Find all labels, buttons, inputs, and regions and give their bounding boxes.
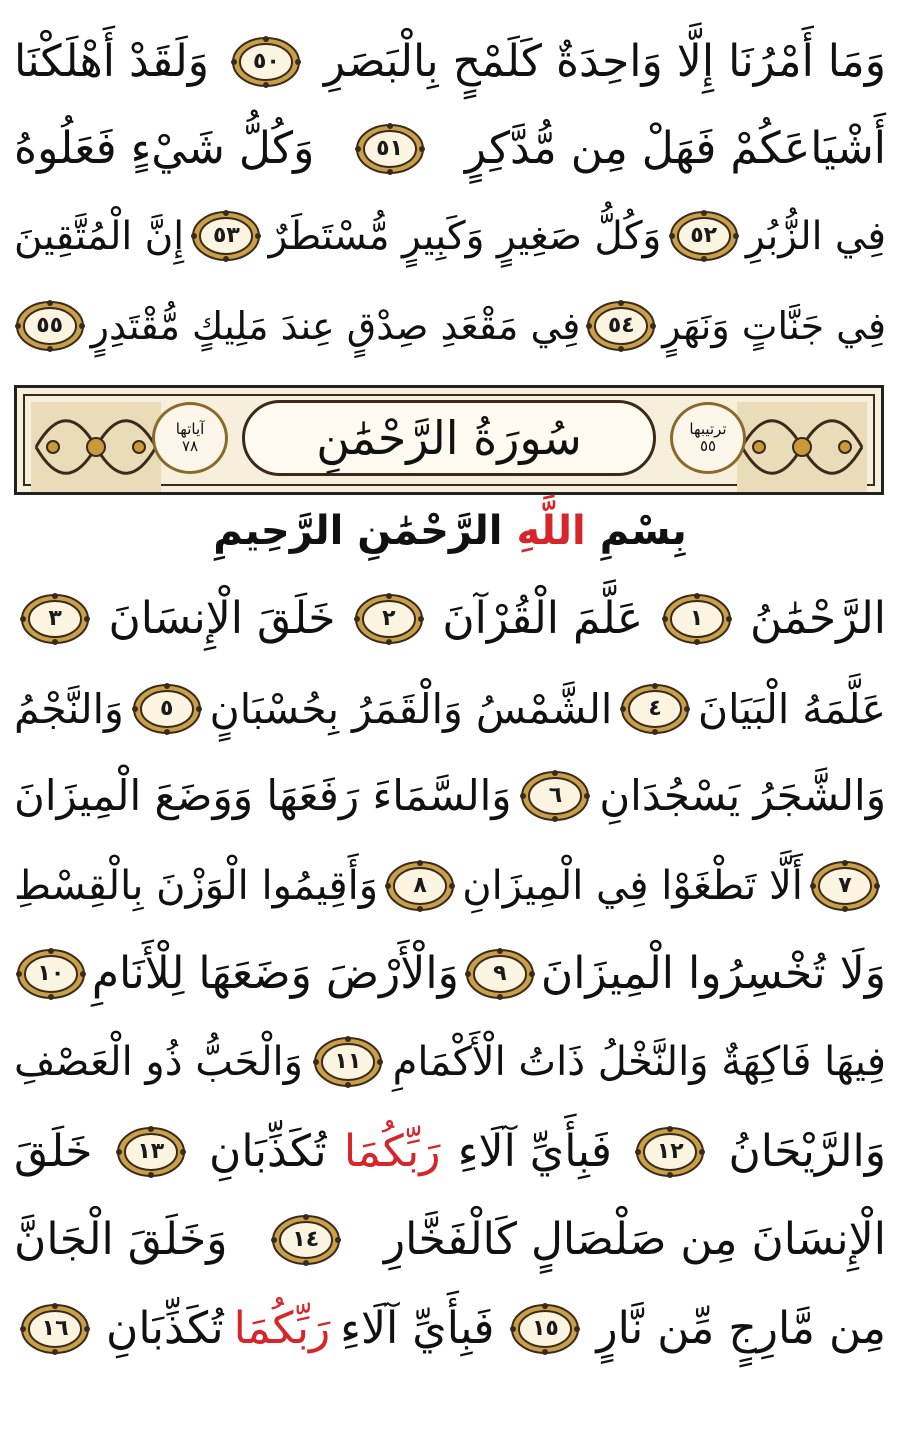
verse-text: عَلَّمَ الْقُرْآنَ [442, 593, 644, 644]
verse-text: وَالسَّمَاءَ رَفَعَهَا وَوَضَعَ الْمِيزَانَ [14, 771, 512, 820]
verse-text: أَلَّا تَطْغَوْا فِي الْمِيزَانِ [462, 863, 803, 909]
ayah-number-marker [231, 36, 301, 88]
text-line [14, 1108, 886, 1196]
ayah-number-marker [313, 1036, 383, 1088]
surah-order-cartouche [670, 402, 746, 474]
ayah-number: ١٣ [137, 1139, 165, 1164]
ayah-number-marker [116, 1126, 186, 1178]
ayah-number: ٥٤ [607, 313, 635, 338]
text-line [14, 930, 886, 1018]
ayah-number-marker [355, 123, 425, 175]
verse-text: مِن مَّارِجٍ مِّن نَّارٍ [596, 1303, 886, 1354]
verse-text: خَلَقَ [14, 1126, 93, 1177]
verse-text: وَالشَّجَرُ يَسْجُدَانِ [599, 771, 886, 820]
ayah-number-marker [20, 1303, 90, 1355]
ayah-number: ٩ [493, 961, 507, 986]
text-line [14, 842, 886, 930]
ayah-number: ١ [689, 606, 704, 631]
verse-text: أَشْيَاعَكُمْ فَهَلْ مِن مُّدَّكِرٍ [464, 123, 886, 174]
ayah-number: ٣ [48, 606, 62, 631]
verse-text: الرَّحْمَٰنُ [749, 593, 886, 644]
order-value: ٥٥ [699, 437, 717, 455]
ayah-number-marker [132, 683, 202, 735]
verse-text: وَالْحَبُّ ذُو الْعَصْفِ [14, 1039, 303, 1085]
ayah-number-marker [586, 300, 656, 352]
verse-text: تُكَذِّبَانِ [209, 1126, 327, 1177]
verse-text: فِي مَقْعَدِ صِدْقٍ عِندَ مَلِيكٍ مُّقْتَدِرٍ [90, 304, 581, 348]
ayah-number-marker [271, 1214, 341, 1266]
text-line [14, 1285, 886, 1373]
verse-text: وَأَقِيمُوا الْوَزْنَ بِالْقِسْطِ [14, 863, 379, 909]
ayah-number-marker [620, 683, 690, 735]
highlighted-word: رَبِّكُمَا [343, 1126, 441, 1177]
verse-text: وَالنَّجْمُ [14, 684, 124, 733]
basmala-post: الرَّحْمَٰنِ الرَّحِيمِ [213, 508, 517, 554]
ornament-left-icon [31, 402, 161, 492]
verse-text: وَكُلُّ صَغِيرٍ وَكَبِيرٍ مُّسْتَطَرٌ [268, 213, 662, 259]
ayah-number: ١١ [334, 1049, 362, 1074]
verse-text: وَلَا تُخْسِرُوا الْمِيزَانَ [540, 948, 886, 999]
ayah-number-marker [385, 860, 455, 912]
ayah-number-marker [662, 593, 732, 645]
ayah-number: ٤ [648, 696, 662, 721]
ayah-number-marker [15, 300, 85, 352]
verse-text: وَمَا أَمْرُنَا إِلَّا وَاحِدَةٌ كَلَمْحٍ بِالْبَصَرِ [323, 36, 886, 87]
verse-text: وَخَلَقَ الْجَانَّ [14, 1214, 228, 1265]
surah-header [14, 385, 884, 495]
ayah-number: ٢ [382, 606, 396, 631]
ayat-count-cartouche [152, 402, 228, 474]
verse-text: فِي جَنَّاتٍ وَنَهَرٍ [662, 304, 886, 348]
order-label: ترتيبها [689, 419, 727, 438]
verse-text: وَالرَّيْحَانُ [728, 1126, 886, 1177]
verse-text: فَبِأَيِّ آلَاءِ [457, 1126, 612, 1177]
ayah-number-marker [510, 1303, 580, 1355]
ayah-number-marker [16, 948, 86, 1000]
text-line [14, 1196, 886, 1284]
ayah-number: ٥٠ [253, 49, 280, 74]
ayah-number: ٧ [838, 873, 852, 898]
ayah-number: ٦ [548, 783, 563, 808]
basmala-pre: بِسْمِ [585, 508, 687, 554]
surah-title: سُورَةُ الرَّحْمَٰنِ [316, 411, 582, 465]
verse-text: الشَّمْسُ وَالْقَمَرُ بِحُسْبَانٍ [209, 684, 613, 733]
text-line [14, 575, 886, 663]
highlighted-word: رَبِّكُمَا [233, 1303, 331, 1354]
text-line [14, 665, 886, 753]
ayah-number: ١٢ [656, 1139, 684, 1164]
verse-text: عَلَّمَهُ الْبَيَانَ [698, 684, 886, 733]
ayah-number-marker [810, 860, 880, 912]
ayah-number: ١٦ [41, 1316, 69, 1341]
text-line [14, 18, 886, 106]
ayah-number: ٥١ [376, 136, 404, 161]
basmala-allah: اللَّهِ [516, 508, 586, 554]
ayat-value: ٧٨ [181, 437, 199, 455]
ayah-number: ١٥ [531, 1316, 559, 1341]
verse-text: إِنَّ الْمُتَّقِينَ [14, 213, 185, 259]
ayah-number: ٥٥ [36, 313, 64, 338]
text-line [14, 752, 886, 840]
ayah-number-marker [635, 1126, 705, 1178]
verse-text: الْإِنسَانَ مِن صَلْصَالٍ كَالْفَخَّارِ [383, 1214, 886, 1265]
text-line [14, 1018, 886, 1106]
basmala [0, 508, 900, 568]
ayah-number-marker [520, 770, 590, 822]
text-line [14, 282, 886, 370]
ayah-number-marker [465, 948, 535, 1000]
ayah-number: ٥٢ [690, 223, 718, 248]
ayah-number: ٥ [159, 696, 174, 721]
verse-text: وَلَقَدْ أَهْلَكْنَا [14, 36, 209, 87]
ayah-number: ٨ [413, 873, 427, 898]
verse-text: فَبِأَيِّ آلَاءِ [340, 1303, 495, 1354]
verse-text: فِي الزُّبُرِ [745, 213, 886, 259]
ayah-number-marker [354, 593, 424, 645]
verse-text: فِيهَا فَاكِهَةٌ وَالنَّخْلُ ذَاتُ الْأَكْمَامِ [392, 1039, 886, 1085]
surah-title-box [242, 400, 656, 476]
ayat-label: آياتها [175, 419, 205, 438]
text-line [14, 192, 886, 280]
text-line [14, 105, 886, 193]
ayah-number: ١٤ [292, 1227, 320, 1252]
verse-text: وَكُلُّ شَيْءٍ فَعَلُوهُ [14, 123, 315, 174]
ayah-number-marker [20, 593, 90, 645]
ornament-right-icon [737, 402, 867, 492]
verse-text: خَلَقَ الْإِنسَانَ [108, 593, 336, 644]
ayah-number-marker [191, 210, 261, 262]
verse-text: وَالْأَرْضَ وَضَعَهَا لِلْأَنَامِ [91, 948, 459, 999]
verse-text: تُكَذِّبَانِ [106, 1303, 224, 1354]
ayah-number: ١٠ [37, 961, 65, 986]
ayah-number: ٥٣ [212, 223, 240, 248]
ayah-number-marker [669, 210, 739, 262]
